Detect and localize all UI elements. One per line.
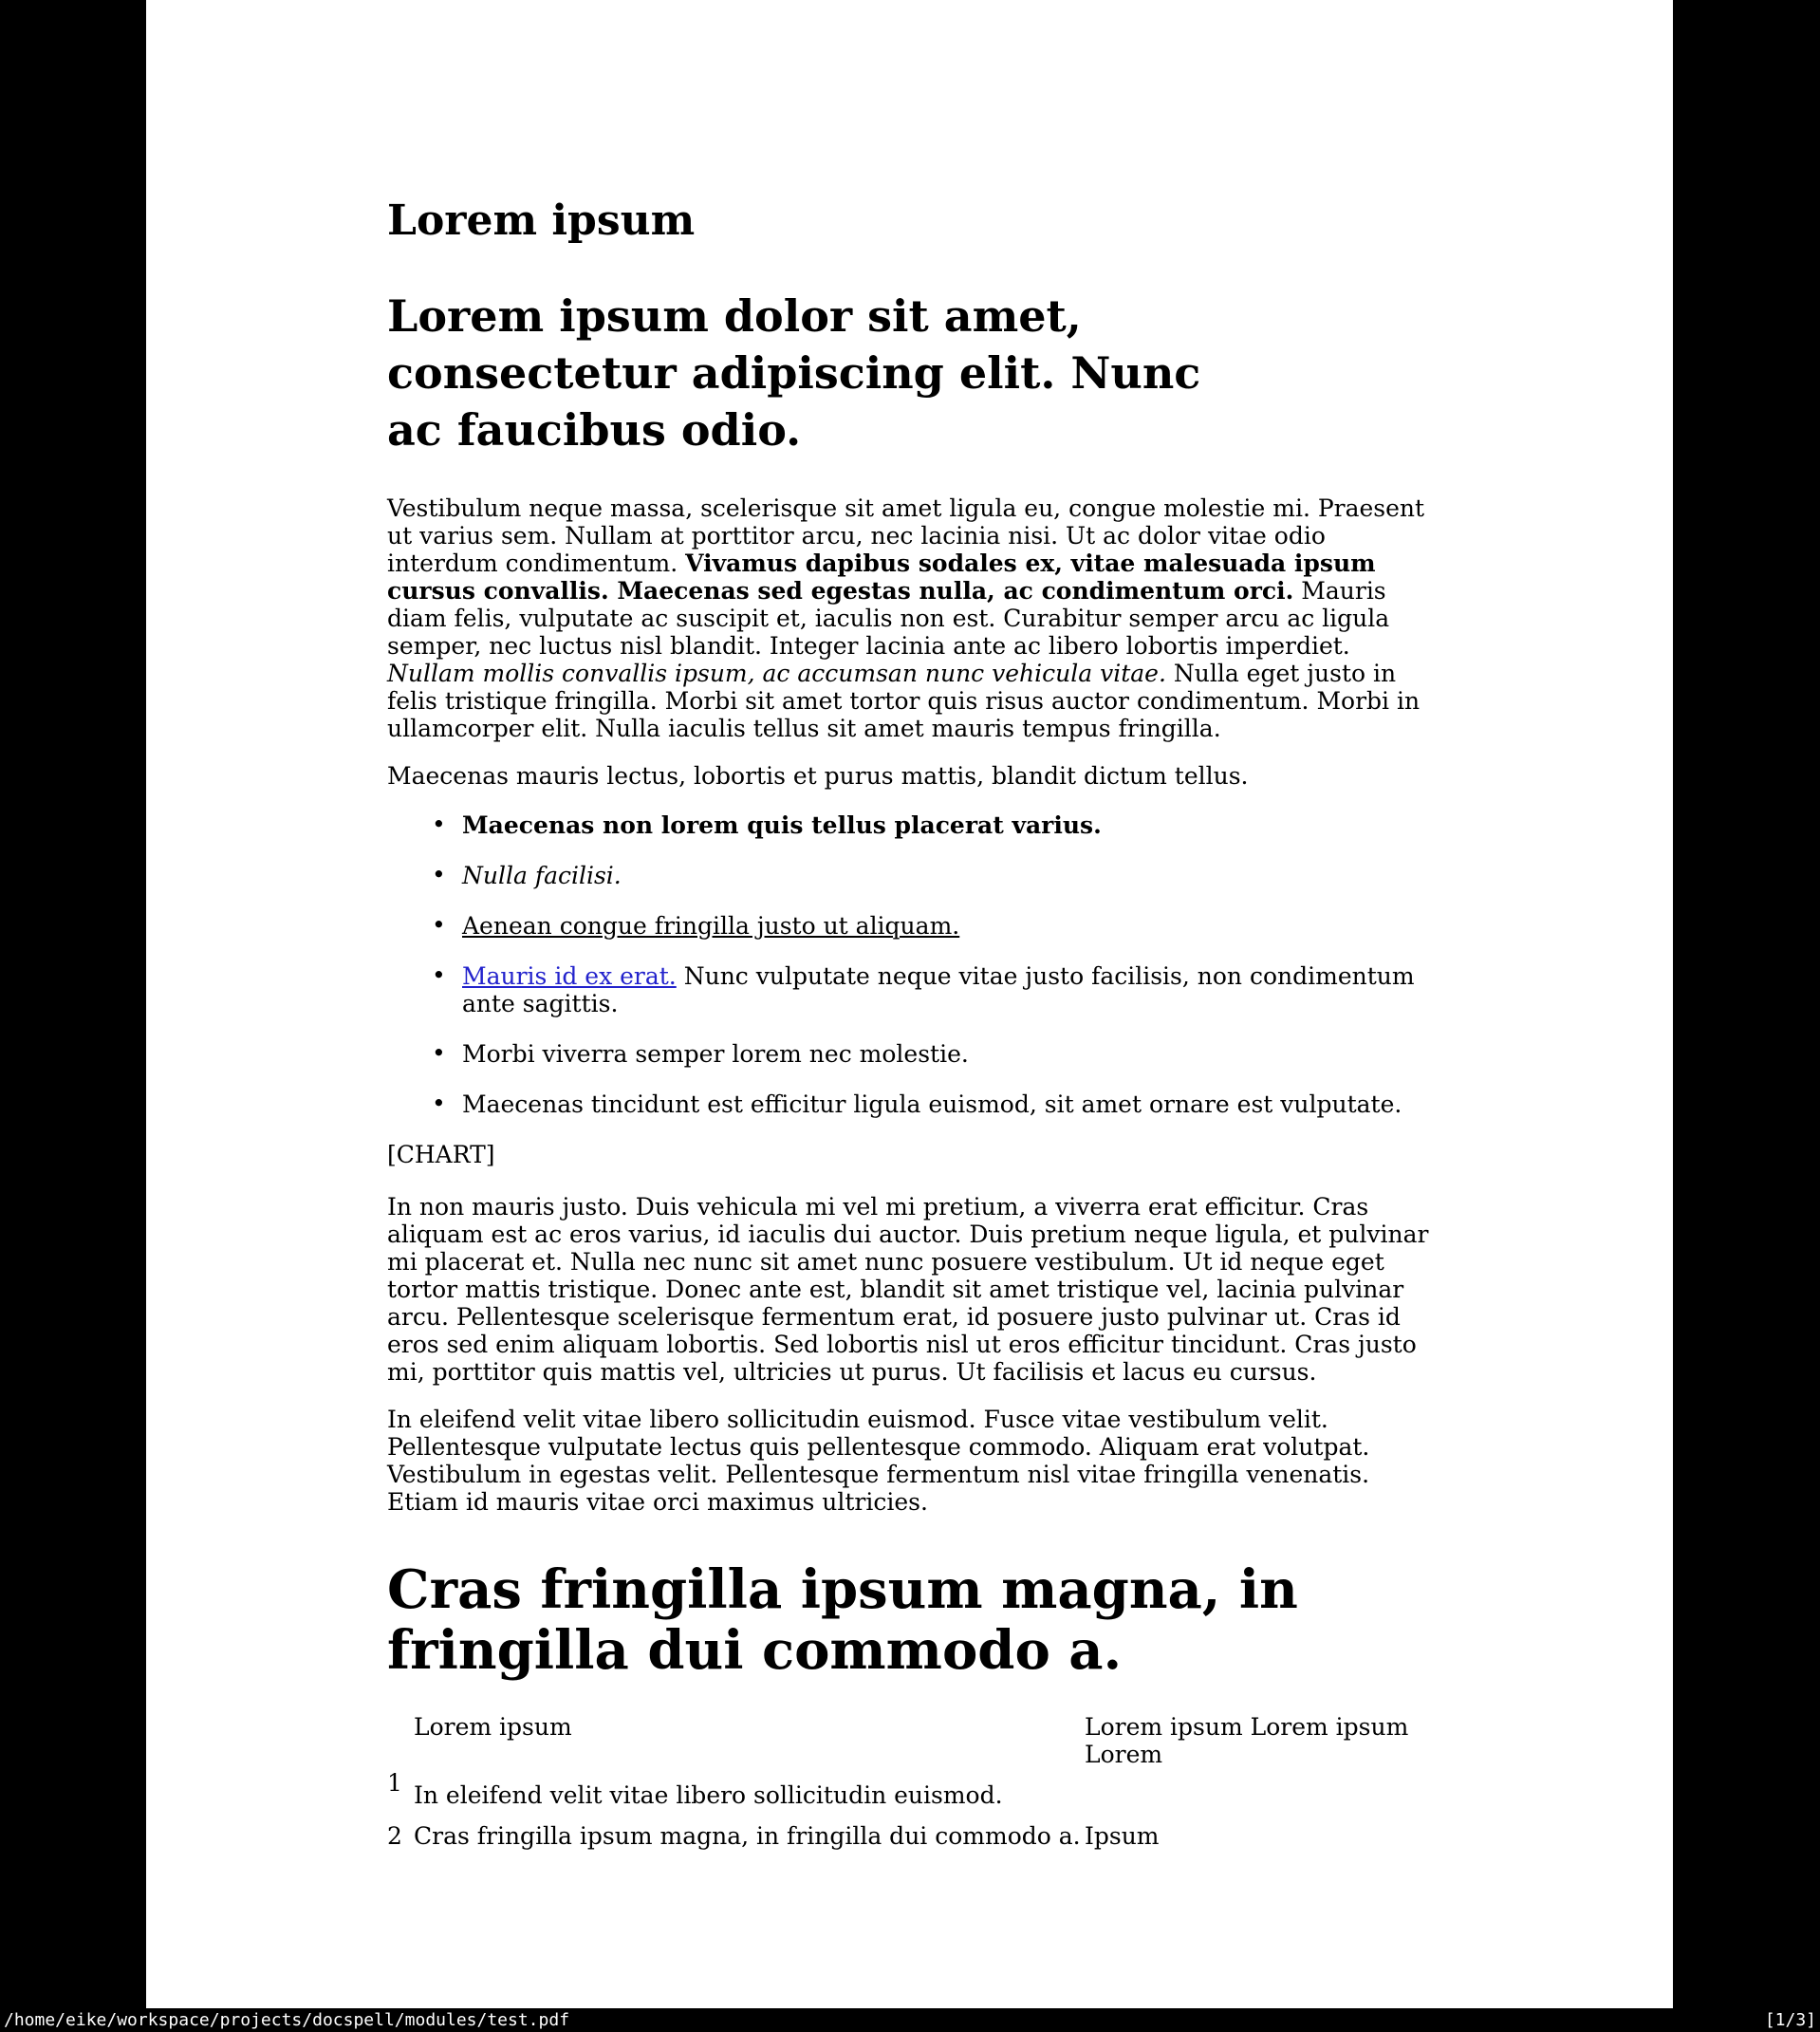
paragraph-1-bold-text: Vivamus dapibus sodales ex, vitae malesuada ipsum cursus convallis. Maecenas sed egestas nulla, ac condimentum orci. xyxy=(387,549,1376,605)
list-item xyxy=(432,1040,1431,1068)
mauris-id-ex-erat-link[interactable]: Mauris id ex erat. xyxy=(462,961,677,990)
paragraph-1-text: Vestibulum neque massa, scelerisque sit amet ligula eu, congue molestie mi. Praesent ut varius sem. Nullam at porttitor arcu, nec lacinia nisi. Ut ac dolor vitae odio interdum condimentum. xyxy=(387,494,1425,577)
list-item xyxy=(432,962,1431,1017)
bullet-icon: • xyxy=(432,960,446,989)
document-subtitle: Lorem ipsum dolor sit amet, consectetur adipiscing elit. Nunc ac faucibus odio. xyxy=(387,289,1201,456)
paragraph-3: In non mauris justo. Duis vehicula mi vel mi pretium, a viverra erat efficitur. Cras aliquam est ac eros varius, id iaculis dui auctor. Duis pretium neque ligula, et pulvinar mi placerat et. Nulla nec nunc sit amet nunc posuere vestibulum. Ut id neque eget tortor mattis tristique. Donec ante est, blandit sit amet tristique vel, lacinia pulvinar arcu. Pellentesque scelerisque fermentum erat, id posuere justo pulvinar ut. Cras id eros sed enim aliquam lobortis. Sed lobortis nisl ut eros efficitur tincidunt. Cras justo mi, porttitor quis mattis vel, ultricies ut purus. Ut facilisis et lacus eu cursus. xyxy=(387,1192,1429,1386)
table-row-number xyxy=(387,1768,414,1809)
statusbar xyxy=(0,2008,1820,2032)
bullet-4-text: Nunc vulputate neque vitae justo facilisis, non condimentum ante sagittis. xyxy=(462,961,1415,1017)
bullet-icon: • xyxy=(432,1089,446,1117)
list-item xyxy=(432,811,1431,839)
table-header-left-cell: Lorem ipsum xyxy=(414,1712,572,1741)
list-item xyxy=(432,912,1431,940)
paragraph-1-text: Nulla eget justo in felis tristique fringilla. Morbi sit amet tortor quis risus auctor condimentum. Morbi in ullamcorper elit. Nulla iaculis tellus sit amet mauris tempus fringilla. xyxy=(387,659,1421,742)
section-heading: Cras fringilla ipsum magna, in fringilla dui commodo a. xyxy=(387,1557,1298,1682)
table-row-text: Cras fringilla ipsum magna, in fringilla dui commodo a. xyxy=(414,1821,1081,1850)
bullet-5-text: Morbi viverra semper lorem nec molestie. xyxy=(462,1039,969,1068)
row-number-raised: 1 xyxy=(387,1768,402,1797)
bullet-icon: • xyxy=(432,810,446,838)
table-row xyxy=(387,1768,1431,1809)
table-header-right-cell: Lorem ipsum Lorem ipsum Lorem xyxy=(1085,1712,1409,1768)
bullet-2-text: Nulla facilisi. xyxy=(462,861,622,889)
statusbar-filepath: /home/eike/workspace/projects/docspell/modules/test.pdf xyxy=(4,2010,570,2030)
bullet-1-text: Maecenas non lorem quis tellus placerat varius. xyxy=(462,811,1102,839)
table-row-right: Ipsum xyxy=(1085,1821,1160,1850)
statusbar-page-indicator: [1/3] xyxy=(1764,2010,1816,2030)
table-row-number: 2 xyxy=(387,1821,402,1850)
paragraph-1-text: Mauris diam felis, vulputate ac suscipit et, iaculis non est. Curabitur semper arcu ac ligula semper, nec luctus nisl blandit. Integer lacinia ante ac libero lobortis imperdiet. xyxy=(387,576,1390,660)
table-header-row xyxy=(387,1713,1431,1768)
table-row-text: In eleifend velit vitae libero sollicitudin euismod. xyxy=(414,1780,1003,1809)
document-title: Lorem ipsum xyxy=(387,196,696,245)
paragraph-1 xyxy=(387,494,1431,742)
bullet-icon: • xyxy=(432,1038,446,1067)
list-item xyxy=(432,1091,1431,1118)
pdf-page[interactable] xyxy=(146,0,1673,2008)
footnote-table xyxy=(387,1713,1431,1850)
bullet-icon: • xyxy=(432,910,446,939)
bullet-list xyxy=(387,811,1431,1118)
bullet-3-underlined-text: Aenean congue fringilla justo ut aliquam. xyxy=(462,911,960,940)
list-item xyxy=(432,862,1431,889)
paragraph-4: In eleifend velit vitae libero sollicitudin euismod. Fusce vitae vestibulum velit. Pellentesque vulputate lectus quis pellentesque commodo. Aliquam erat volutpat. Vestibulum in egestas velit. Pellentesque fermentum nisl vitae fringilla venenatis. Etiam id mauris vitae orci maximus ultricies. xyxy=(387,1405,1370,1516)
table-row xyxy=(387,1822,1431,1850)
paragraph-1-italic-text: Nullam mollis convallis ipsum, ac accumsan nunc vehicula vitae. xyxy=(387,659,1166,687)
paragraph-2: Maecenas mauris lectus, lobortis et purus mattis, blandit dictum tellus. xyxy=(387,761,1249,790)
bullet-6-text: Maecenas tincidunt est efficitur ligula euismod, sit amet ornare est vulputate. xyxy=(462,1090,1402,1118)
chart-placeholder: [CHART] xyxy=(387,1140,495,1168)
document-content xyxy=(387,0,1431,1863)
bullet-icon: • xyxy=(432,860,446,888)
